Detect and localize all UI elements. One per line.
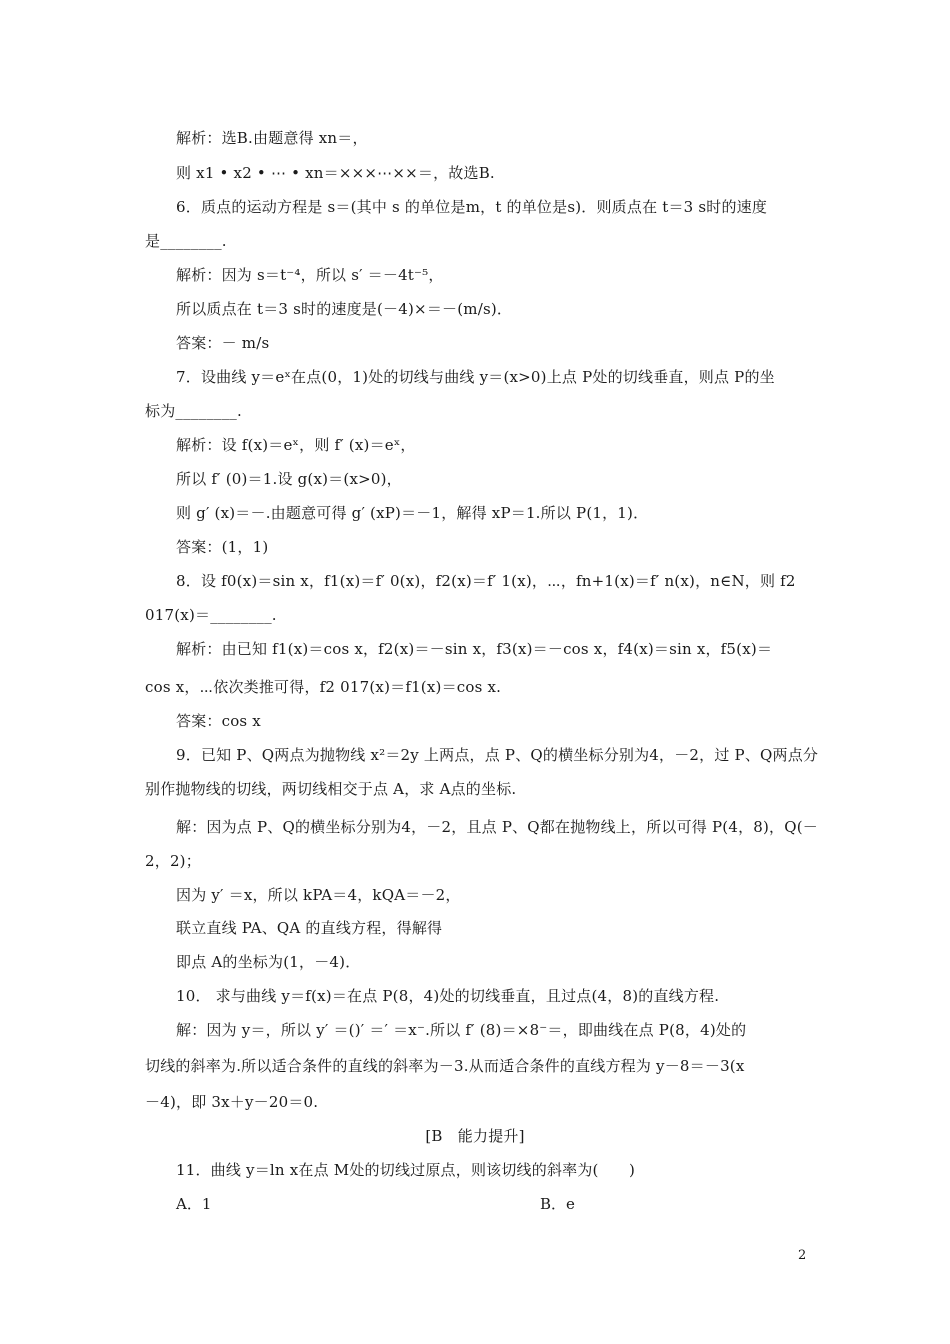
text-line: 解：因为 y＝，所以 y′ ＝()′ ＝′ ＝x⁻.所以 f′ (8)＝×8⁻＝，即曲线在点 P(8，4)处的 <box>176 1021 747 1039</box>
text-line: 即点 A的坐标为(1，－4)． <box>176 953 361 971</box>
text-line: 是________. <box>145 232 227 250</box>
text-line: 联立直线 PA、QA 的直线方程，得解得 <box>176 919 443 937</box>
text-line: 所以 f′ (0)＝1.设 g(x)＝(x>0)， <box>176 470 402 488</box>
option-a: A．1 <box>176 1195 212 1213</box>
answer-8: 答案：cos x <box>176 712 261 730</box>
answer-7: 答案：(1，1) <box>176 538 269 556</box>
text-line: 解析：设 f(x)＝eˣ，则 f′ (x)＝eˣ， <box>176 436 416 454</box>
text-line: 所以质点在 t＝3 s时的速度是(－4)×＝－(m/s)． <box>176 300 513 318</box>
text-line: 则 g′ (x)＝－.由题意可得 g′ (xP)＝－1，解得 xP＝1.所以 P(1，1)． <box>176 504 649 522</box>
text-line: 解析：因为 s＝t⁻⁴，所以 s′ ＝－4t⁻⁵， <box>176 266 444 284</box>
text-line: cos x，⋯依次类推可得，f2 017(x)＝f1(x)＝cos x. <box>145 678 502 696</box>
answer-6: 答案：－ m/s <box>176 334 270 352</box>
page-number: 2 <box>798 1248 807 1263</box>
text-line: －4)，即 3x＋y－20＝0. <box>145 1093 319 1111</box>
text-line: 切线的斜率为.所以适合条件的直线的斜率为－3.从而适合条件的直线方程为 y－8＝－3(x <box>145 1057 745 1075</box>
question-10: 10． 求与曲线 y＝f(x)＝在点 P(8，4)处的切线垂直，且过点(4，8)的直线方程. <box>176 987 720 1005</box>
option-b: B．e <box>540 1195 575 1213</box>
question-11: 11．曲线 y＝ln x在点 M处的切线过原点，则该切线的斜率为( ) <box>176 1161 636 1179</box>
question-8: 8．设 f0(x)＝sin x，f1(x)＝f′ 0(x)，f2(x)＝f′ 1(x)，⋯，fn+1(x)＝f′ n(x)，n∈N，则 f2 <box>176 572 796 590</box>
question-6: 6．质点的运动方程是 s＝(其中 s 的单位是m，t 的单位是s)．则质点在 t＝3 s时的速度 <box>176 198 768 216</box>
question-7: 7．设曲线 y＝eˣ在点(0，1)处的切线与曲线 y＝(x>0)上点 P处的切线垂直，则点 P的坐 <box>176 368 775 386</box>
text-line: 解析：由已知 f1(x)＝cos x，f2(x)＝－sin x，f3(x)＝－cos x，f4(x)＝sin x，f5(x)＝ <box>176 640 773 658</box>
text-line: 别作抛物线的切线，两切线相交于点 A，求 A点的坐标. <box>145 780 517 798</box>
text-line: 因为 y′ ＝x，所以 kPA＝4，kQA＝－2， <box>176 886 461 904</box>
text-line: 标为________. <box>145 402 242 420</box>
section-heading: [B 能力提升] <box>425 1127 525 1145</box>
text-line: 解：因为点 P、Q的横坐标分别为4，－2，且点 P、Q都在抛物线上，所以可得 P(4，8)，Q(－ <box>176 818 819 836</box>
text-line: 017(x)＝________. <box>145 606 277 624</box>
question-9: 9．已知 P、Q两点为抛物线 x²＝2y 上两点，点 P、Q的横坐标分别为4，－2，过 P、Q两点分 <box>176 746 819 764</box>
text-line: 2，2)； <box>145 852 201 870</box>
text-line: 则 x1 • x2 • ⋯ • xn＝×××⋯××＝，故选B. <box>176 164 495 182</box>
text-line: 解析：选B.由题意得 xn＝， <box>176 129 368 147</box>
